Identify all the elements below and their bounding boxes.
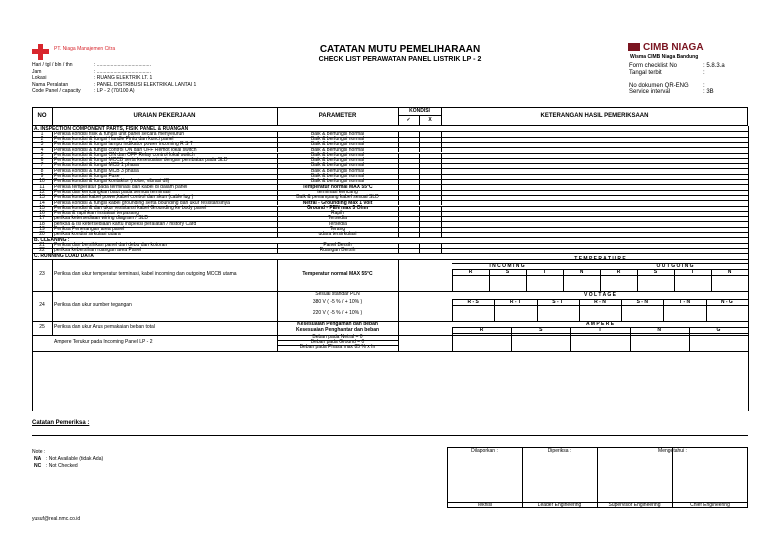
row-task: Periksa kondisi & fungsi Fuse — [54, 173, 120, 179]
cimb-logo-icon — [628, 43, 640, 51]
rule-line — [277, 340, 398, 341]
rule-line — [579, 299, 580, 321]
rule-line — [674, 269, 675, 291]
temp-col-label: S — [653, 268, 658, 275]
rule-line — [452, 299, 453, 321]
row-param: Ground - PEN max 5 Ohm — [306, 204, 369, 211]
row-task: Periksa kondisi & fungsi kontaktor (noise, vibrasi dll) — [54, 178, 170, 185]
na-code: NA — [34, 456, 42, 462]
temp-col-label: T — [690, 268, 695, 275]
volt-col-label: R - N — [594, 298, 606, 305]
temp-col-label: R — [616, 268, 621, 275]
rule-line — [706, 299, 707, 321]
row-task: Periksa & rapihkan instalasi terpasang — [54, 210, 140, 217]
info-value: : ....................................... — [94, 68, 151, 75]
diperiksa-label: Diperiksa : — [547, 448, 572, 454]
row-task: Periksa dan ukur Arus pemakaian beban total — [54, 323, 155, 330]
col-cross: X — [428, 117, 432, 123]
role-leader: Leader Engineering — [537, 502, 582, 508]
row-param: Rapih — [330, 210, 345, 217]
rule-line — [570, 327, 571, 351]
row-no: 8 — [40, 167, 44, 174]
info-label: Code Panel / capacity — [32, 88, 81, 94]
rule-line — [452, 327, 453, 351]
row-no: 2 — [40, 135, 44, 142]
row-task: Periksa dan bersihkan panel dari debu dan kotoran — [54, 241, 168, 248]
rule-line — [511, 327, 512, 351]
row-task: periksa kondisi sirkulasi udara — [54, 231, 121, 238]
document-title: CATATAN MUTU PEMELIHARAAN — [319, 44, 481, 55]
info-value: : RUANG ELEKTRIK LT. 1 — [94, 75, 153, 81]
rule-line — [452, 269, 453, 291]
col-keterangan: KETERANGAN HASIL PEMERIKSAAN — [540, 113, 649, 119]
volt-col-label: S - N — [636, 298, 648, 305]
row-param: Sesuai standar PLN — [315, 290, 360, 297]
row-param: Kesesuaian Pengaman dan beban — [297, 320, 378, 327]
cimb-logo-text: CIMB NIAGA — [643, 42, 704, 53]
row-no: 7 — [40, 162, 44, 169]
row-no: 4 — [40, 146, 44, 153]
rule-line — [452, 305, 748, 306]
company-logo-icon — [32, 44, 50, 60]
row-task: Periksa Penerangan area panel — [54, 226, 125, 232]
row-task: Periksa kondisi & fungsi kabel grounding serta bounding dan ukur resistansinya — [54, 199, 230, 206]
row-task: Periksa kondisi & fungsi lampu indikator power incoming R S T — [54, 141, 193, 148]
amp-col-label: T — [598, 326, 602, 333]
row-no: 24 — [39, 301, 45, 308]
rule-line — [277, 345, 398, 346]
temp-col-label: T — [542, 268, 547, 275]
rule-line — [689, 327, 690, 351]
info-label: Service interval — [629, 89, 671, 95]
section-title: A. INSPECTION COMPONENT PARTS, FISIK PANEL & RUANGAN — [34, 125, 189, 132]
row-param: Tersedia — [328, 220, 347, 227]
row-param: Panel Bersih — [323, 241, 352, 248]
row-param: 380 V ( -5 % / + 10% ) — [312, 298, 363, 305]
rule-line — [32, 253, 748, 254]
note-label: Note : — [32, 449, 46, 455]
row-param: Baik & berfungsi normal — [310, 141, 365, 148]
row-param: Baik & penampang kabel sesuai SLD — [296, 194, 379, 201]
row-task: Periksa temperatur pada terminasi dan kabel di dalam panel — [54, 183, 188, 190]
info-value: : LP - 2 (70/100 A) — [94, 88, 135, 94]
rule-line — [441, 232, 442, 237]
row-no: 10 — [39, 178, 45, 185]
rule-line — [526, 269, 527, 291]
na-text: : Not Available (tidak Ada) — [46, 456, 104, 462]
col-uraian: URAIAN PEKERJAAN — [133, 113, 196, 119]
row-param: 220 V ( -5 % / + 10% ) — [312, 309, 363, 316]
volt-col-label: R - T — [509, 298, 521, 305]
row-task: Periksa kondisi & fungsi MCB 1 phasa — [54, 162, 139, 169]
dilaporkan-label: Dilaporkan : — [471, 448, 498, 454]
voltage-label: V O L T A G E — [583, 291, 617, 298]
email-footer: yusuf@real.nmc.co.id — [32, 516, 81, 522]
row-no: 18 — [39, 220, 45, 227]
row-param: terminasi kencang — [317, 188, 358, 195]
info-value: : — [703, 69, 705, 76]
row-task: Periksa dan kencangkan baut pada semua terminasi — [54, 188, 171, 195]
row-task: periksa ketersediaan wiring diagram / SLD — [54, 215, 148, 222]
volt-col-label: T - N — [679, 298, 691, 305]
section-title: C. RUNNING LOAD DATA — [34, 252, 94, 259]
rule-line — [494, 299, 495, 321]
col-kondisi: KONDISI — [409, 108, 430, 114]
info-value: : PANEL DISTRIBUSI ELEKTRIKAL LANTAI 1 — [94, 81, 197, 88]
rule-line — [711, 269, 712, 291]
info-label: Form checklist No — [629, 63, 678, 69]
rule-line — [537, 299, 538, 321]
row-param: Baik & berfungsi normal — [310, 135, 365, 142]
volt-col-label: R - S — [467, 298, 479, 305]
info-value: : — [703, 82, 705, 89]
rule-line — [663, 299, 664, 321]
row-param: Baik & berfungsi normal — [310, 151, 365, 158]
outgoing-label: O U T G O I N G — [656, 262, 694, 269]
rule-line — [563, 269, 564, 291]
company-name: PT. Niaga Manajemen Citra — [54, 46, 116, 52]
info-label: Tangal terbit — [629, 69, 662, 76]
info-label: No dokumen QR-ENG — [629, 82, 689, 89]
row-no: 5 — [40, 151, 44, 158]
info-label: Nama Peralatan — [32, 81, 69, 88]
rule-line — [600, 269, 601, 291]
rule-line — [637, 269, 638, 291]
row-param: Terang — [329, 226, 346, 232]
row-param: Temperatur normal MAX 55°C — [302, 270, 373, 277]
rule-line — [630, 327, 631, 351]
col-check: ✓ — [406, 117, 411, 123]
row-param: Ruangan Bersih — [319, 247, 356, 254]
row-no: 13 — [39, 194, 45, 201]
row-task: Ampere Terukur pada Incoming Panel LP - 2 — [54, 338, 153, 345]
cimb-location: Wisma CIMB Niaga Bandung — [630, 54, 699, 60]
row-no: 12 — [39, 188, 45, 195]
row-no: 9 — [40, 173, 44, 179]
row-task: Periksa kondisi & dan ukur resistansi kabel Grounding ke body panel — [54, 204, 207, 211]
row-param: Beban pada Ground = 0 — [310, 339, 365, 345]
row-no: 17 — [39, 215, 45, 222]
volt-col-label: S - T — [552, 298, 564, 305]
row-task: Periksa kondisi & fungsi MCCB serta kesesuaian dengan pembatas pada SLD — [54, 157, 228, 164]
row-param: Baik & berfungsi normal — [310, 130, 365, 137]
row-param: Baik & berfungsi normal — [310, 162, 365, 169]
rule-line — [621, 299, 622, 321]
rule-line — [398, 248, 399, 253]
row-task: periksa & isi ketersediaan kartu inspeksi peralatan / history Card — [54, 220, 197, 227]
document-subtitle: CHECK LIST PERAWATAN PANEL LISTRIK LP - 2 — [318, 56, 482, 63]
row-task: Periksa kondisi & fungsi MCB 3 phasa — [54, 167, 139, 174]
role-chief: Chief Engineering — [690, 502, 730, 508]
row-no: 20 — [39, 231, 45, 238]
rule-line — [489, 269, 490, 291]
mengetahui-label: Mengetahui : — [658, 448, 687, 454]
row-no: 6 — [40, 157, 44, 164]
row-no: 19 — [39, 226, 45, 232]
rule-line — [419, 248, 420, 253]
info-label: Lokasi — [32, 75, 47, 81]
row-no: 23 — [39, 270, 45, 277]
rule-line — [398, 232, 399, 237]
rule-line — [452, 333, 748, 334]
info-label: Hari / tgl / bln / thn — [32, 62, 73, 68]
rule-line — [32, 237, 748, 238]
col-parameter: PARAMETER — [318, 113, 357, 119]
row-task: Periksa dan ukur sumber tegangan — [54, 301, 132, 308]
temp-col-label: N — [727, 268, 732, 275]
role-supervisor: Supervisor Engineering — [608, 502, 661, 508]
rule-line — [32, 351, 748, 352]
row-param: Beban pada Phasa max 85 % x In — [299, 344, 376, 350]
rule-line — [441, 248, 442, 253]
nc-code: NC — [34, 463, 42, 469]
row-param: Temperatur normal MAX 55°C — [302, 183, 373, 190]
col-no: NO — [37, 113, 47, 119]
info-label: Jam — [32, 68, 42, 75]
rule-line — [277, 248, 278, 253]
amp-col-label: G — [716, 326, 721, 333]
nc-text: : Not Checked — [46, 463, 78, 469]
row-param: Baik & berfungsi normal — [310, 157, 365, 164]
row-param: Baik & berfungsi normal — [310, 146, 365, 153]
row-task: Periksa kondisi fisik & fungsi unit panel secara menyeluruh — [54, 130, 185, 137]
row-param: Baik & berfungsi normal — [310, 173, 365, 179]
row-param: Baik & berfungsi normal — [310, 178, 365, 185]
volt-col-label: N - G — [720, 298, 733, 305]
row-no: 16 — [39, 210, 45, 217]
info-value: : ....................................... — [94, 62, 151, 68]
row-task: Periksa kondisi & fungsi ON dan OFF Relay control lokal switch — [54, 151, 195, 158]
section-title: B. CLEANING : — [34, 236, 70, 243]
row-task: Periksa dan ukur temperatur terminasi, kabel incoming dan outgoing MCCB utama — [54, 270, 237, 277]
row-no: 25 — [39, 323, 45, 330]
row-param: Tersedia — [328, 215, 347, 222]
row-no: 22 — [39, 247, 45, 254]
rule-line — [52, 259, 53, 335]
temp-col-label: S — [505, 268, 510, 275]
temperature-label: T E M P E R A T U R E — [574, 255, 626, 262]
amp-col-label: N — [657, 326, 661, 333]
ampere-label: A M P E R E — [585, 320, 615, 327]
row-task: Periksa kondisi & fungsi Handle Pintu dan kunci panel — [54, 135, 174, 142]
rule-line — [748, 259, 749, 351]
temp-col-label: N — [579, 268, 584, 275]
amp-col-label: R — [479, 326, 484, 333]
rule-line — [277, 232, 278, 237]
row-param: Beban pada Netral = 0 — [312, 334, 363, 340]
amp-col-label: S — [539, 326, 543, 333]
info-value: : 5.8.3.a — [703, 63, 725, 69]
row-no: 1 — [40, 130, 44, 137]
rule-line — [398, 259, 399, 351]
role-teknisi: Teknisi — [476, 502, 493, 508]
row-param: Netral - Grounding Max 1 volt — [302, 199, 373, 206]
row-task: Periksa kondisi & fungsi control ON dan OFF Remot lokal switch — [54, 146, 197, 153]
catatan-label: Catatan Pemeriksa : — [32, 420, 90, 426]
row-task: Periksa kondisi kabel power,kabel control dan skun (cable lug ) — [54, 194, 194, 201]
incoming-label: I N C O M I N G — [489, 262, 525, 269]
row-no: 15 — [39, 204, 45, 211]
row-param: Baik & berfungsi normal — [310, 167, 365, 174]
row-no: 14 — [39, 199, 45, 206]
row-no: 21 — [39, 241, 45, 248]
row-task: periksa kebersihan ruangan area Panel — [54, 247, 142, 254]
rule-line — [419, 232, 420, 237]
row-no: 11 — [39, 183, 45, 190]
row-no: 3 — [40, 141, 44, 148]
row-param: Kesesuaian Penghantar dan beban — [295, 326, 380, 333]
row-param: udara tersirkulasi — [318, 231, 357, 238]
info-value: : 3B — [703, 89, 714, 95]
temp-col-label: R — [468, 268, 473, 275]
